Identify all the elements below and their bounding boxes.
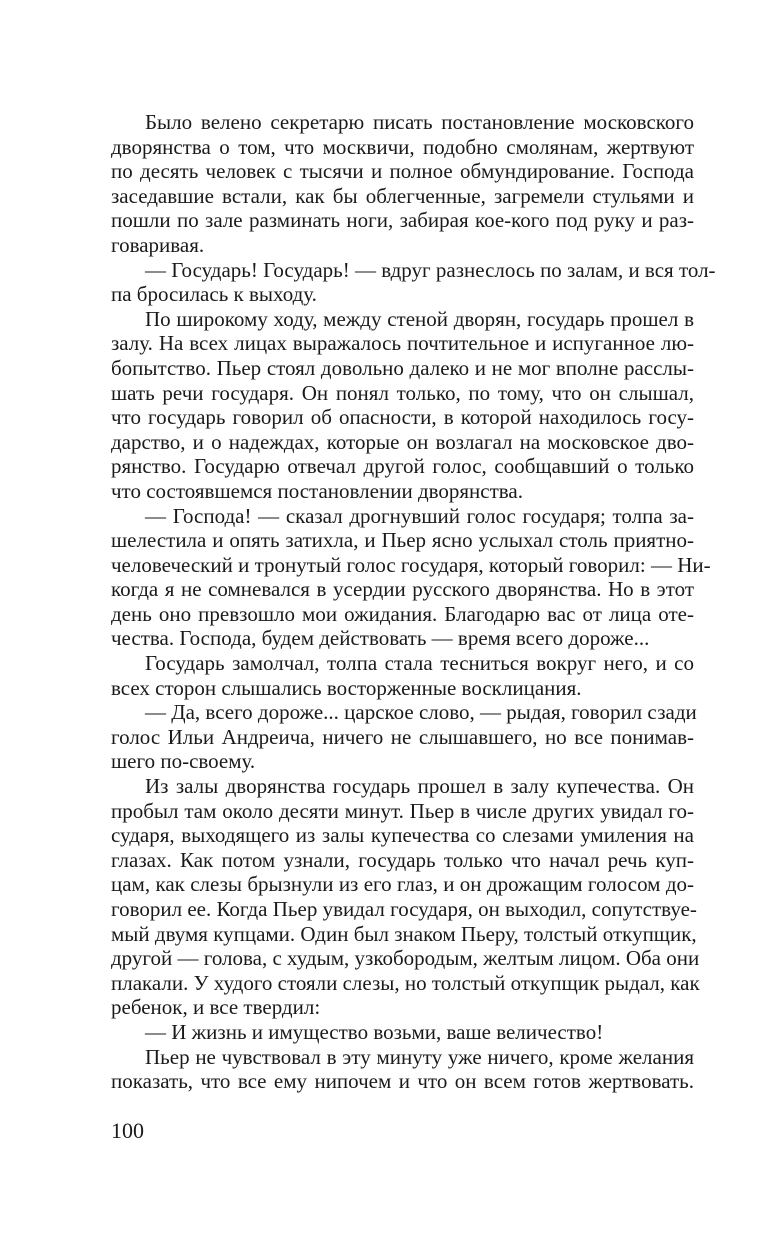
page-number: 100 — [111, 1118, 144, 1143]
text-line: — Господа! — сказал дрогнувший голос государя; толпа за- — [145, 503, 694, 528]
text-line: другой — голова, с худым, узкобородым, желтым лицом. Оба они — [111, 946, 700, 971]
paragraph-8 — [111, 1020, 694, 1045]
text-line: По широкому ходу, между стеной дворян, государь прошел в — [145, 306, 694, 331]
text-line: дарство, и о надеждах, которые он возлагал на московское дво- — [111, 429, 694, 454]
text-line: Было велено секретарю писать постановление московского — [145, 110, 694, 134]
paragraph-1 — [111, 110, 694, 258]
text-line: цам, как слезы брызнули из его глаз, и он дрожащим голосом до- — [111, 872, 694, 897]
text-line: бопытство. Пьер стоял довольно далеко и не мог вполне расслы- — [111, 355, 694, 380]
paragraph-4 — [111, 503, 711, 652]
text-line: — Да, всего дороже... царское слово, — рыдая, говорил сзади — [145, 700, 697, 725]
paragraph-9 — [111, 1045, 694, 1094]
text-line: всех сторон слышались восторженные восклицания. — [111, 675, 582, 700]
text-line: пошли по зале разминать ноги, забирая кое-кого под руку и раз- — [111, 208, 694, 233]
text-line: мый двумя купцами. Один был знаком Пьеру, толстый откупщик, — [111, 921, 697, 946]
text-line: шего по-своему. — [111, 749, 256, 774]
text-line: шелестила и опять затихла, и Пьер ясно услыхал столь приятно- — [111, 528, 694, 553]
paragraph-6 — [111, 700, 697, 774]
text-line: говорил ее. Когда Пьер увидал государя, он выходил, сопутствуе- — [111, 897, 697, 921]
text-line: показать, что все ему нипочем и что он всем готов жертвовать. — [111, 1069, 694, 1094]
text-line: когда я не сомневался в усердии русского дворянства. Но в этот — [111, 577, 694, 602]
text-line: человеческий и тронутый голос государя, который говорил: — Ни- — [111, 552, 711, 577]
text-line: говаривая. — [111, 232, 205, 257]
paragraph-5 — [111, 651, 694, 700]
paragraph-3 — [111, 307, 694, 504]
text-line: Государь замолчал, толпа стала тесниться вокруг него, и со — [145, 651, 694, 676]
text-line: что состоявшемся постановлении дворянства. — [111, 478, 524, 503]
text-line: дворянства о том, что москвичи, подобно смолянам, жертвуют — [111, 134, 694, 159]
text-block — [111, 110, 716, 1094]
paragraph-7 — [111, 774, 700, 1020]
text-line: рянство. Государю отвечал другой голос, сообщавший о только — [111, 454, 694, 479]
text-line: по десять человек с тысячи и полное обмундирование. Господа — [111, 159, 694, 184]
text-line: что государь говорил об опасности, в которой находилось госу- — [111, 405, 694, 430]
text-line: Пьер не чувствовал в эту минуту уже ничего, кроме желания — [145, 1044, 694, 1069]
text-line: — Государь! Государь! — вдруг разнеслось по залам, и вся тол- — [145, 257, 716, 282]
text-line: заседавшие встали, как бы облегченные, загремели стульями и — [111, 183, 694, 208]
text-line: па бросилась к выходу. — [111, 282, 317, 307]
paragraph-2 — [111, 257, 716, 307]
text-line: голос Ильи Андреича, ничего не слышавшего, но все понимав- — [111, 724, 694, 749]
text-line: глазах. Как потом узнали, государь только что начал речь куп- — [111, 847, 694, 872]
text-line: Из залы дворянства государь прошел в залу купечества. Он — [145, 774, 694, 799]
text-line: шать речи государя. Он понял только, по тому, что он слышал, — [111, 380, 694, 405]
text-line: залу. На всех лицах выражалось почтительное и испуганное лю- — [111, 331, 694, 356]
text-line: чества. Господа, будем действовать — время всего дороже... — [111, 626, 650, 651]
text-line: пробыл там около десяти минут. Пьер в числе других увидал го- — [111, 798, 694, 823]
text-line: — И жизнь и имущество возьми, ваше величество! — [145, 1019, 604, 1044]
text-line: день оно превзошло мои ожидания. Благодарю вас от лица оте- — [111, 601, 694, 626]
text-line: плакали. У худого стояли слезы, но толстый откупщик рыдал, как — [111, 970, 700, 995]
text-line: ребенок, и все твердил: — [111, 995, 321, 1020]
text-line: сударя, выходящего из залы купечества со слезами умиления на — [111, 823, 694, 848]
